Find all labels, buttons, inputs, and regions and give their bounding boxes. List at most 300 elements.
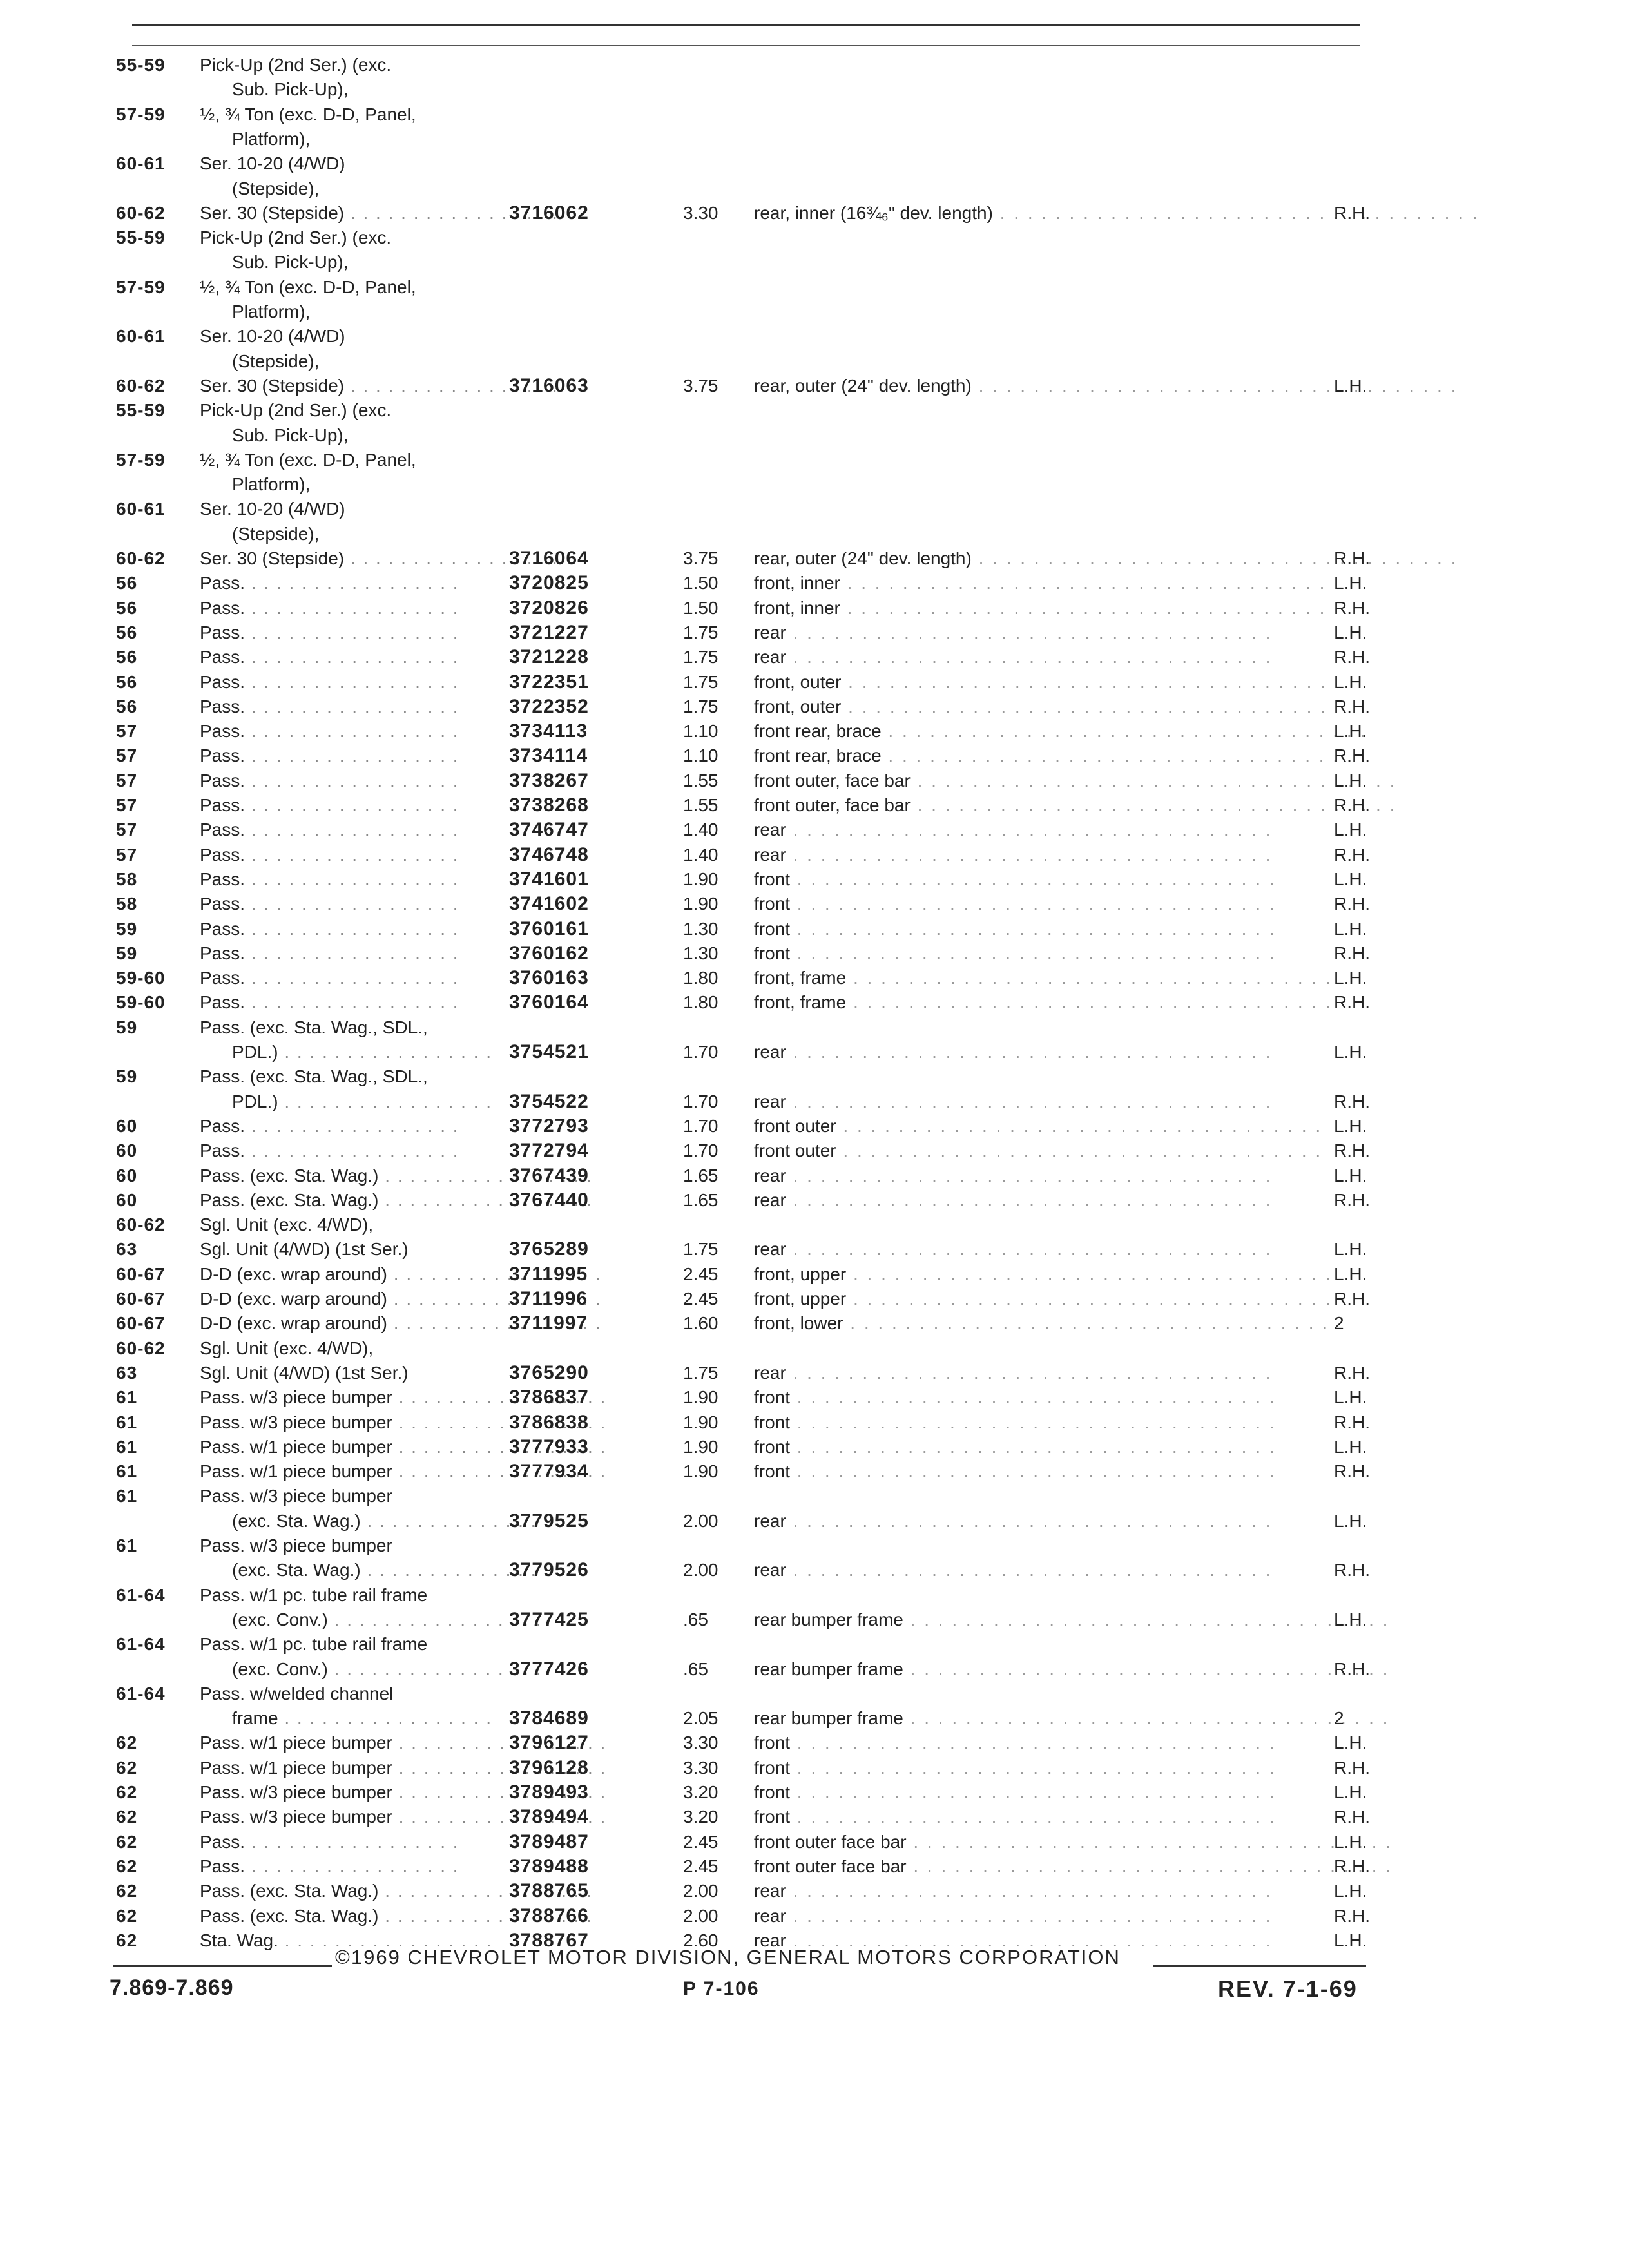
year-cell: 61	[116, 1486, 138, 1506]
table-row	[0, 398, 1629, 423]
year-cell: 60-61	[116, 153, 166, 174]
price-cell: 3.20	[683, 1782, 718, 1802]
model-cell: Pass. . . .	[200, 1830, 459, 1854]
table-row	[0, 1459, 1629, 1484]
part-number-cell: 3789493	[509, 1782, 589, 1803]
description-cell: front . . .	[754, 1805, 1277, 1829]
side-cell: L.H.	[1334, 1387, 1367, 1408]
model-cell: Pass. . . .	[200, 867, 459, 892]
price-cell: 2.00	[683, 1905, 718, 1926]
model-cell: Pass. . . .	[200, 818, 459, 842]
year-cell: 61-64	[116, 1634, 166, 1655]
side-cell: R.H.	[1334, 696, 1370, 716]
description-cell: front rear, brace . . .	[754, 744, 1367, 768]
model-cell: D-D (exc. wrap around) . . .	[200, 1262, 601, 1287]
price-cell: 2.45	[683, 1289, 718, 1309]
model-cell: Pass. w/welded channel	[200, 1683, 394, 1704]
description-cell: front . . .	[754, 1780, 1277, 1805]
side-cell: R.H.	[1334, 1856, 1370, 1876]
year-cell: 60-67	[116, 1264, 166, 1284]
footer-rule-left	[113, 1965, 332, 1967]
table-row	[0, 1706, 1629, 1731]
model-cell: Pass. . . .	[200, 1139, 459, 1163]
table-row	[0, 1608, 1629, 1632]
side-cell: L.H.	[1334, 1881, 1367, 1901]
price-cell: 2.45	[683, 1264, 718, 1284]
description-cell: front . . .	[754, 1756, 1277, 1780]
model-cell: Pass. . . .	[200, 941, 459, 966]
table-row	[0, 1237, 1629, 1262]
year-cell: 62	[116, 1881, 138, 1901]
year-cell: 62	[116, 1930, 138, 1950]
year-cell: 56	[116, 696, 138, 716]
year-cell: 62	[116, 1807, 138, 1827]
price-cell: 2.45	[683, 1856, 718, 1876]
side-cell: L.H.	[1334, 1239, 1367, 1260]
description-cell: front . . .	[754, 1435, 1277, 1459]
side-cell: R.H.	[1334, 1412, 1370, 1432]
description-cell: front outer face bar . . .	[754, 1830, 1393, 1854]
table-row	[0, 472, 1629, 497]
part-number-cell: 3777425	[509, 1608, 589, 1630]
side-cell: L.H.	[1334, 721, 1367, 742]
description-cell: rear . . .	[754, 1879, 1272, 1903]
model-cell: Platform),	[232, 302, 311, 322]
part-number-cell: 3786838	[509, 1411, 589, 1433]
description-cell: rear . . .	[754, 1509, 1272, 1533]
side-cell: R.H.	[1334, 943, 1370, 963]
side-cell: R.H.	[1334, 894, 1370, 914]
part-number-cell: 3716063	[509, 374, 589, 396]
model-cell: Pass. . . .	[200, 596, 459, 620]
side-cell: R.H.	[1334, 202, 1370, 223]
description-cell: front, outer . . .	[754, 695, 1327, 719]
table-row	[0, 1632, 1629, 1657]
table-row	[0, 966, 1629, 990]
year-cell: 60-67	[116, 1289, 166, 1309]
table-row	[0, 769, 1629, 793]
part-number-cell: 3760162	[509, 942, 589, 964]
year-cell: 55-59	[116, 227, 166, 248]
table-row	[0, 374, 1629, 398]
model-cell: Pass. w/1 pc. tube rail frame	[200, 1584, 428, 1605]
side-cell: L.H.	[1334, 1165, 1367, 1186]
description-cell: front rear, brace . . .	[754, 719, 1367, 744]
table-row	[0, 719, 1629, 744]
model-cell: Pass. (exc. Sta. Wag.) . . .	[200, 1188, 593, 1213]
model-cell: Pass. w/3 piece bumper . . .	[200, 1805, 606, 1829]
part-number-cell: 3772794	[509, 1140, 589, 1162]
side-cell: R.H.	[1334, 1905, 1370, 1926]
year-cell: 61	[116, 1387, 138, 1408]
year-cell: 57	[116, 721, 138, 742]
year-cell: 62	[116, 1782, 138, 1802]
part-number-cell: 3767440	[509, 1189, 589, 1211]
year-cell: 60-62	[116, 1338, 166, 1358]
year-cell: 56	[116, 671, 138, 692]
model-cell: Pass. . . .	[200, 843, 459, 867]
part-number-cell: 3716064	[509, 548, 589, 569]
part-number-cell: 3796128	[509, 1756, 589, 1778]
year-cell: 60	[116, 1165, 138, 1186]
price-cell: 1.90	[683, 894, 718, 914]
model-cell: (exc. Conv.) . . .	[232, 1608, 542, 1632]
part-number-cell: 3754522	[509, 1090, 589, 1112]
table-row	[0, 423, 1629, 448]
side-cell: L.H.	[1334, 1609, 1367, 1629]
table-row	[0, 1780, 1629, 1805]
model-cell: ½, ¾ Ton (exc. D-D, Panel,	[200, 449, 416, 470]
side-cell: 2	[1334, 1313, 1344, 1334]
part-number-cell: 3779525	[509, 1510, 589, 1532]
model-cell: Pass. . . .	[200, 620, 459, 645]
side-cell: R.H.	[1334, 597, 1370, 618]
price-cell: 3.75	[683, 375, 718, 396]
price-cell: 3.30	[683, 1733, 718, 1753]
model-cell: Pass. . . .	[200, 670, 459, 695]
part-number-cell: 3734114	[509, 745, 588, 767]
price-cell: 2.00	[683, 1881, 718, 1901]
side-cell: R.H.	[1334, 992, 1370, 1013]
table-row	[0, 1435, 1629, 1459]
table-row	[0, 1558, 1629, 1582]
footer-revision: REV. 7-1-69	[1218, 1975, 1358, 2002]
model-cell: Pick-Up (2nd Ser.) (exc.	[200, 55, 392, 75]
model-cell: (exc. Conv.) . . .	[232, 1657, 542, 1682]
year-cell: 61	[116, 1436, 138, 1457]
description-cell: front, inner . . .	[754, 571, 1326, 595]
side-cell: L.H.	[1334, 573, 1367, 593]
model-cell: Platform),	[232, 474, 311, 495]
side-cell: R.H.	[1334, 844, 1370, 865]
table-row	[0, 1213, 1629, 1237]
year-cell: 60-62	[116, 202, 166, 223]
price-cell: 3.30	[683, 202, 718, 223]
description-cell: front outer, face bar . . .	[754, 769, 1396, 793]
part-number-cell: 3767439	[509, 1164, 589, 1186]
price-cell: 2.00	[683, 1510, 718, 1531]
part-number-cell: 3760163	[509, 967, 589, 989]
side-cell: R.H.	[1334, 1757, 1370, 1778]
model-cell: Ser. 10-20 (4/WD)	[200, 499, 345, 519]
footer-group-number: 7.869-7.869	[110, 1975, 234, 2000]
table-row	[0, 349, 1629, 374]
description-cell: front . . .	[754, 1385, 1277, 1410]
part-number-cell: 3777426	[509, 1658, 589, 1680]
year-cell: 57	[116, 820, 138, 840]
table-row	[0, 324, 1629, 349]
table-row	[0, 1287, 1629, 1311]
part-number-cell: 3711995	[509, 1263, 588, 1285]
model-cell: Ser. 10-20 (4/WD)	[200, 326, 345, 347]
price-cell: 1.65	[683, 1189, 718, 1210]
description-cell: rear, outer (24" dev. length) . . .	[754, 546, 1458, 571]
part-number-cell: 3711997	[509, 1312, 588, 1334]
side-cell: L.H.	[1334, 1930, 1367, 1950]
table-row	[0, 546, 1629, 571]
side-cell: R.H.	[1334, 795, 1370, 815]
table-row	[0, 596, 1629, 620]
year-cell: 57	[116, 795, 138, 815]
side-cell: R.H.	[1334, 647, 1370, 668]
description-cell: rear bumper frame . . .	[754, 1608, 1389, 1632]
table-row	[0, 1336, 1629, 1361]
year-cell: 56	[116, 573, 138, 593]
model-cell: (Stepside),	[232, 523, 320, 544]
side-cell: R.H.	[1334, 1140, 1370, 1161]
year-cell: 62	[116, 1905, 138, 1926]
table-row	[0, 1484, 1629, 1508]
model-cell: Pass. . . .	[200, 966, 459, 990]
model-cell: Pass. w/3 piece bumper . . .	[200, 1780, 606, 1805]
year-cell: 59	[116, 943, 138, 963]
part-number-cell: 3765290	[509, 1361, 589, 1383]
model-cell: Pass. w/1 piece bumper . . .	[200, 1731, 606, 1755]
price-cell: 1.10	[683, 745, 718, 766]
model-cell: Pass. . . .	[200, 645, 459, 669]
table-row	[0, 670, 1629, 695]
model-cell: PDL.) . . .	[232, 1090, 492, 1114]
part-number-cell: 3777934	[509, 1461, 589, 1483]
model-cell: Platform),	[232, 128, 311, 149]
model-cell: Pass. (exc. Sta. Wag.) . . .	[200, 1879, 593, 1903]
table-row	[0, 620, 1629, 645]
part-number-cell: 3720826	[509, 597, 589, 619]
side-cell: R.H.	[1334, 548, 1370, 568]
table-row	[0, 1040, 1629, 1064]
part-number-cell: 3716062	[509, 202, 589, 224]
year-cell: 56	[116, 622, 138, 642]
side-cell: L.H.	[1334, 1436, 1367, 1457]
description-cell: front . . .	[754, 1459, 1277, 1484]
model-cell: (exc. Sta. Wag.) . . .	[232, 1509, 575, 1533]
table-row	[0, 300, 1629, 324]
year-cell: 55-59	[116, 55, 166, 75]
part-number-cell: 3789488	[509, 1855, 589, 1877]
part-number-cell: 3788767	[509, 1929, 589, 1951]
description-cell: front, outer . . .	[754, 670, 1327, 695]
table-row	[0, 1410, 1629, 1435]
model-cell: Pass. . . .	[200, 793, 459, 818]
model-cell: Pick-Up (2nd Ser.) (exc.	[200, 400, 392, 421]
price-cell: 1.50	[683, 573, 718, 593]
model-cell: Ser. 30 (Stepside) . . .	[200, 546, 559, 571]
description-cell: rear, outer (24" dev. length) . . .	[754, 374, 1458, 398]
part-number-cell: 3741602	[509, 893, 589, 915]
description-cell: front . . .	[754, 1731, 1277, 1755]
top-rule-secondary	[132, 45, 1360, 46]
description-cell: rear . . .	[754, 645, 1272, 669]
table-row	[0, 151, 1629, 176]
model-cell: Pass. . . .	[200, 990, 459, 1015]
table-row	[0, 1756, 1629, 1780]
model-cell: frame . . .	[232, 1706, 492, 1731]
year-cell: 60-62	[116, 375, 166, 396]
price-cell: 1.75	[683, 647, 718, 668]
side-cell: L.H.	[1334, 671, 1367, 692]
model-cell: Sgl. Unit (4/WD) (1st Ser.)	[200, 1239, 409, 1260]
description-cell: front outer . . .	[754, 1139, 1322, 1163]
part-number-cell: 3720825	[509, 572, 589, 594]
model-cell: Pass. . . .	[200, 571, 459, 595]
model-cell: Pass. (exc. Sta. Wag.) . . .	[200, 1164, 593, 1188]
price-cell: 1.70	[683, 1140, 718, 1161]
model-cell: Sub. Pick-Up),	[232, 425, 349, 445]
footer-page-number: P 7-106	[683, 1978, 760, 1999]
model-cell: (Stepside),	[232, 351, 320, 371]
description-cell: front, upper . . .	[754, 1262, 1333, 1287]
part-number-cell: 3779526	[509, 1559, 589, 1581]
description-cell: rear . . .	[754, 1188, 1272, 1213]
price-cell: 1.75	[683, 622, 718, 642]
part-number-cell: 3734113	[509, 720, 588, 742]
price-cell: 1.90	[683, 1436, 718, 1457]
description-cell: front, inner . . .	[754, 596, 1326, 620]
side-cell: L.H.	[1334, 1115, 1367, 1136]
year-cell: 57-59	[116, 449, 166, 470]
side-cell: R.H.	[1334, 1461, 1370, 1482]
description-cell: rear . . .	[754, 1040, 1272, 1064]
price-cell: 2.05	[683, 1708, 718, 1729]
table-row	[0, 226, 1629, 250]
year-cell: 59	[116, 918, 138, 939]
table-row	[0, 744, 1629, 768]
year-cell: 63	[116, 1362, 138, 1383]
table-row	[0, 1830, 1629, 1854]
part-number-cell: 3722351	[509, 671, 589, 693]
model-cell: Pass. . . .	[200, 769, 459, 793]
table-row	[0, 497, 1629, 521]
description-cell: front outer . . .	[754, 1114, 1322, 1139]
model-cell: Sgl. Unit (exc. 4/WD),	[200, 1338, 374, 1358]
part-number-cell: 3784689	[509, 1707, 589, 1729]
table-row	[0, 77, 1629, 102]
year-cell: 62	[116, 1757, 138, 1778]
description-cell: front . . .	[754, 867, 1277, 892]
model-cell: Pass. w/1 piece bumper . . .	[200, 1459, 606, 1484]
side-cell: L.H.	[1334, 375, 1367, 396]
side-cell: L.H.	[1334, 1733, 1367, 1753]
year-cell: 60-61	[116, 326, 166, 347]
description-cell: front outer face bar . . .	[754, 1854, 1393, 1879]
description-cell: rear . . .	[754, 1090, 1272, 1114]
year-cell: 56	[116, 597, 138, 618]
description-cell: front, upper . . .	[754, 1287, 1333, 1311]
model-cell: Ser. 10-20 (4/WD)	[200, 153, 345, 174]
year-cell: 58	[116, 869, 138, 889]
table-row	[0, 1854, 1629, 1879]
side-cell: L.H.	[1334, 1264, 1367, 1284]
part-number-cell: 3721227	[509, 621, 589, 643]
model-cell: Sta. Wag. . . .	[200, 1928, 492, 1953]
side-cell: L.H.	[1334, 869, 1367, 889]
description-cell: rear . . .	[754, 1558, 1272, 1582]
part-number-cell: 3760164	[509, 992, 589, 1014]
price-cell: 1.40	[683, 820, 718, 840]
part-number-cell: 3721228	[509, 646, 589, 668]
side-cell: R.H.	[1334, 1362, 1370, 1383]
price-cell: 1.70	[683, 1091, 718, 1111]
table-row	[0, 275, 1629, 300]
model-cell: Pass. . . .	[200, 892, 459, 916]
model-cell: Pass. . . .	[200, 719, 459, 744]
year-cell: 60	[116, 1189, 138, 1210]
model-cell: Sgl. Unit (4/WD) (1st Ser.)	[200, 1362, 409, 1383]
price-cell: 1.10	[683, 721, 718, 742]
model-cell: (Stepside),	[232, 178, 320, 198]
part-number-cell: 3765289	[509, 1238, 589, 1260]
description-cell: rear . . .	[754, 818, 1272, 842]
part-number-cell: 3789494	[509, 1806, 589, 1828]
table-row	[0, 990, 1629, 1015]
description-cell: rear bumper frame . . .	[754, 1657, 1389, 1682]
table-row	[0, 793, 1629, 818]
description-cell: front, frame . . .	[754, 966, 1333, 990]
price-cell: 3.20	[683, 1807, 718, 1827]
table-row	[0, 843, 1629, 867]
side-cell: R.H.	[1334, 1807, 1370, 1827]
table-row	[0, 695, 1629, 719]
year-cell: 60	[116, 1140, 138, 1161]
price-cell: 1.80	[683, 992, 718, 1013]
price-cell: 1.40	[683, 844, 718, 865]
table-row	[0, 1064, 1629, 1089]
model-cell: Pass. w/3 piece bumper . . .	[200, 1410, 606, 1435]
table-row	[0, 448, 1629, 472]
description-cell: front . . .	[754, 941, 1277, 966]
price-cell: 1.90	[683, 1387, 718, 1408]
table-row	[0, 645, 1629, 669]
side-cell: 2	[1334, 1708, 1344, 1729]
table-row	[0, 1188, 1629, 1213]
model-cell: Pass. w/1 piece bumper . . .	[200, 1435, 606, 1459]
price-cell: 1.75	[683, 671, 718, 692]
year-cell: 59	[116, 1017, 138, 1037]
part-number-cell: 3789487	[509, 1831, 589, 1852]
model-cell: ½, ¾ Ton (exc. D-D, Panel,	[200, 276, 416, 297]
description-cell: front, frame . . .	[754, 990, 1333, 1015]
model-cell: Ser. 30 (Stepside) . . .	[200, 374, 559, 398]
year-cell: 56	[116, 647, 138, 668]
part-number-cell: 3711996	[509, 1288, 588, 1309]
table-row	[0, 1879, 1629, 1903]
year-cell: 61-64	[116, 1683, 166, 1704]
part-number-cell: 3796127	[509, 1732, 589, 1754]
description-cell: rear . . .	[754, 1164, 1272, 1188]
table-row	[0, 522, 1629, 546]
table-row	[0, 53, 1629, 77]
description-cell: rear . . .	[754, 1928, 1272, 1953]
table-row	[0, 571, 1629, 595]
year-cell: 59	[116, 1066, 138, 1087]
model-cell: Pass. . . .	[200, 1854, 459, 1879]
model-cell: (exc. Sta. Wag.) . . .	[232, 1558, 575, 1582]
price-cell: 2.00	[683, 1560, 718, 1581]
year-cell: 61-64	[116, 1584, 166, 1605]
price-cell: .65	[683, 1658, 708, 1679]
copyright-line: ©1969 CHEVROLET MOTOR DIVISION, GENERAL MOTORS CORPORATION	[335, 1946, 1121, 1968]
description-cell: rear . . .	[754, 1237, 1272, 1262]
price-cell: 1.80	[683, 968, 718, 988]
description-cell: front . . .	[754, 917, 1277, 941]
description-cell: rear . . .	[754, 1361, 1272, 1385]
table-row	[0, 1090, 1629, 1114]
price-cell: .65	[683, 1609, 708, 1629]
model-cell: Pass. . . .	[200, 744, 459, 768]
year-cell: 63	[116, 1239, 138, 1260]
description-cell: front outer, face bar . . .	[754, 793, 1396, 818]
side-cell: R.H.	[1334, 745, 1370, 766]
